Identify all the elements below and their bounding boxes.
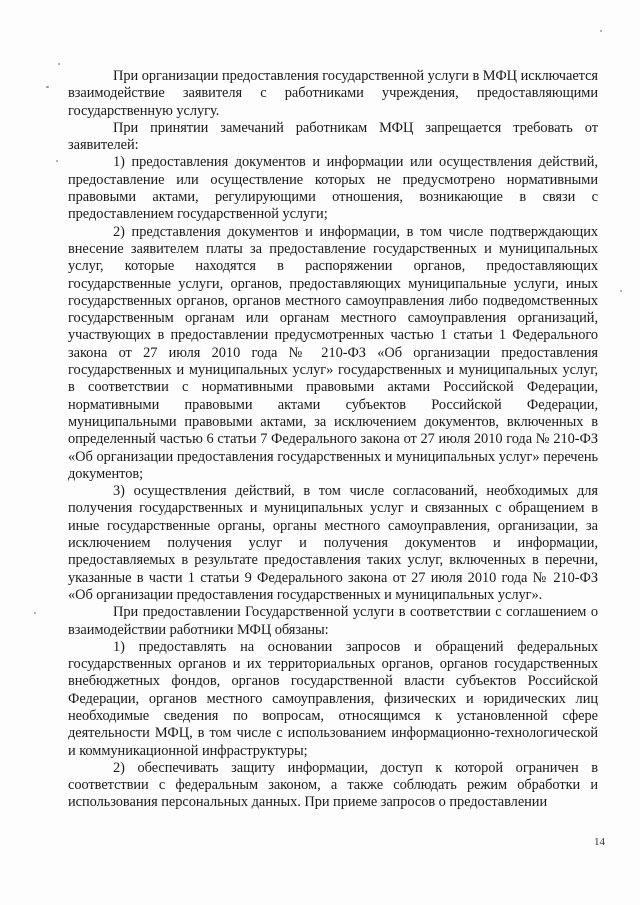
page-number: 14 [594,836,605,848]
scan-speck [58,63,60,65]
paragraph-6: При предоставлении Государственной услуги в соответствии с соглашением о взаимодействии работники МФЦ обязаны: [68,604,598,638]
scan-speck [620,290,622,292]
document-body [68,68,598,812]
paragraph-2: При принятии замечаний работникам МФЦ запрещается требовать от заявителей: [68,119,598,154]
scan-speck [46,86,49,88]
scan-speck [56,160,58,162]
paragraph-1: При организации предоставления государственной услуги в МФЦ исключается взаимодействие заявителя с работниками учреждения, предоставляющими государственную услугу. [68,68,598,119]
paragraph-4: 2) представления документов и информации, в том числе подтверждающих внесение заявителем платы за предоставление государственных и муниципальных услуг, которые находятся в распоряжении органов, предоставляющих государственные услуги, органов, предоставляющих муниципальные услуги, иных государственных органов, органов местного самоуправления либо подведомственных государственным органам или органам местного самоуправления организаций, участвующих в предоставлении предусмотренных частью 1 статьи 1 Федерального закона от 27 июля 2010 года № 210-ФЗ «Об организации предоставления государственных и муниципальных услуг» государственных и муниципальных услуг, в соответствии с нормативными правовыми актами Российской Федерации, нормативными правовыми актами субъектов Российской Федерации, муниципальными правовыми актами, за исключением документов, включенных в определенный частью 6 статьи 7 Федерального закона от 27 июля 2010 года № 210-ФЗ «Об организации предоставления государственных и муниципальных услуг» перечень документов; [68,223,598,482]
paragraph-3: 1) предоставления документов и информации или осуществления действий, предоставление или осуществление которых не предусмотрено нормативными правовыми актами, регулирующими отношения, возникающие в связи с предоставлением государственной услуги; [68,154,598,223]
scan-speck [34,612,36,614]
paragraph-8: 2) обеспечивать защиту информации, доступ к которой ограничен в соответствии с федеральным законом, а также соблюдать режим обработки и использования персональных данных. При приеме запросов о предоставлении [68,759,598,811]
paragraph-7: 1) предоставлять на основании запросов и обращений федеральных государственных органов и их территориальных органов, органов государственных внебюджетных фондов, органов государственной власти субъектов Российской Федерации, органов местного самоуправления, физических и юридических лиц необходимые сведения по вопросам, относящимся к установленной сфере деятельности МФЦ, в том числе с использованием информационно-технологической и коммуникационной инфраструктуры; [68,638,598,759]
paragraph-5: 3) осуществления действий, в том числе согласований, необходимых для получения государственных и муниципальных услуг и связанных с обращением в иные государственные органы, органы местного самоуправления, организации, за исключением получения услуг и получения документов и информации, предоставляемых в результате предоставления таких услуг, включенных в перечни, указанные в части 1 статьи 9 Федерального закона от 27 июля 2010 года № 210-ФЗ «Об организации предоставления государственных и муниципальных услуг». [68,483,598,603]
scan-speck [600,30,602,32]
